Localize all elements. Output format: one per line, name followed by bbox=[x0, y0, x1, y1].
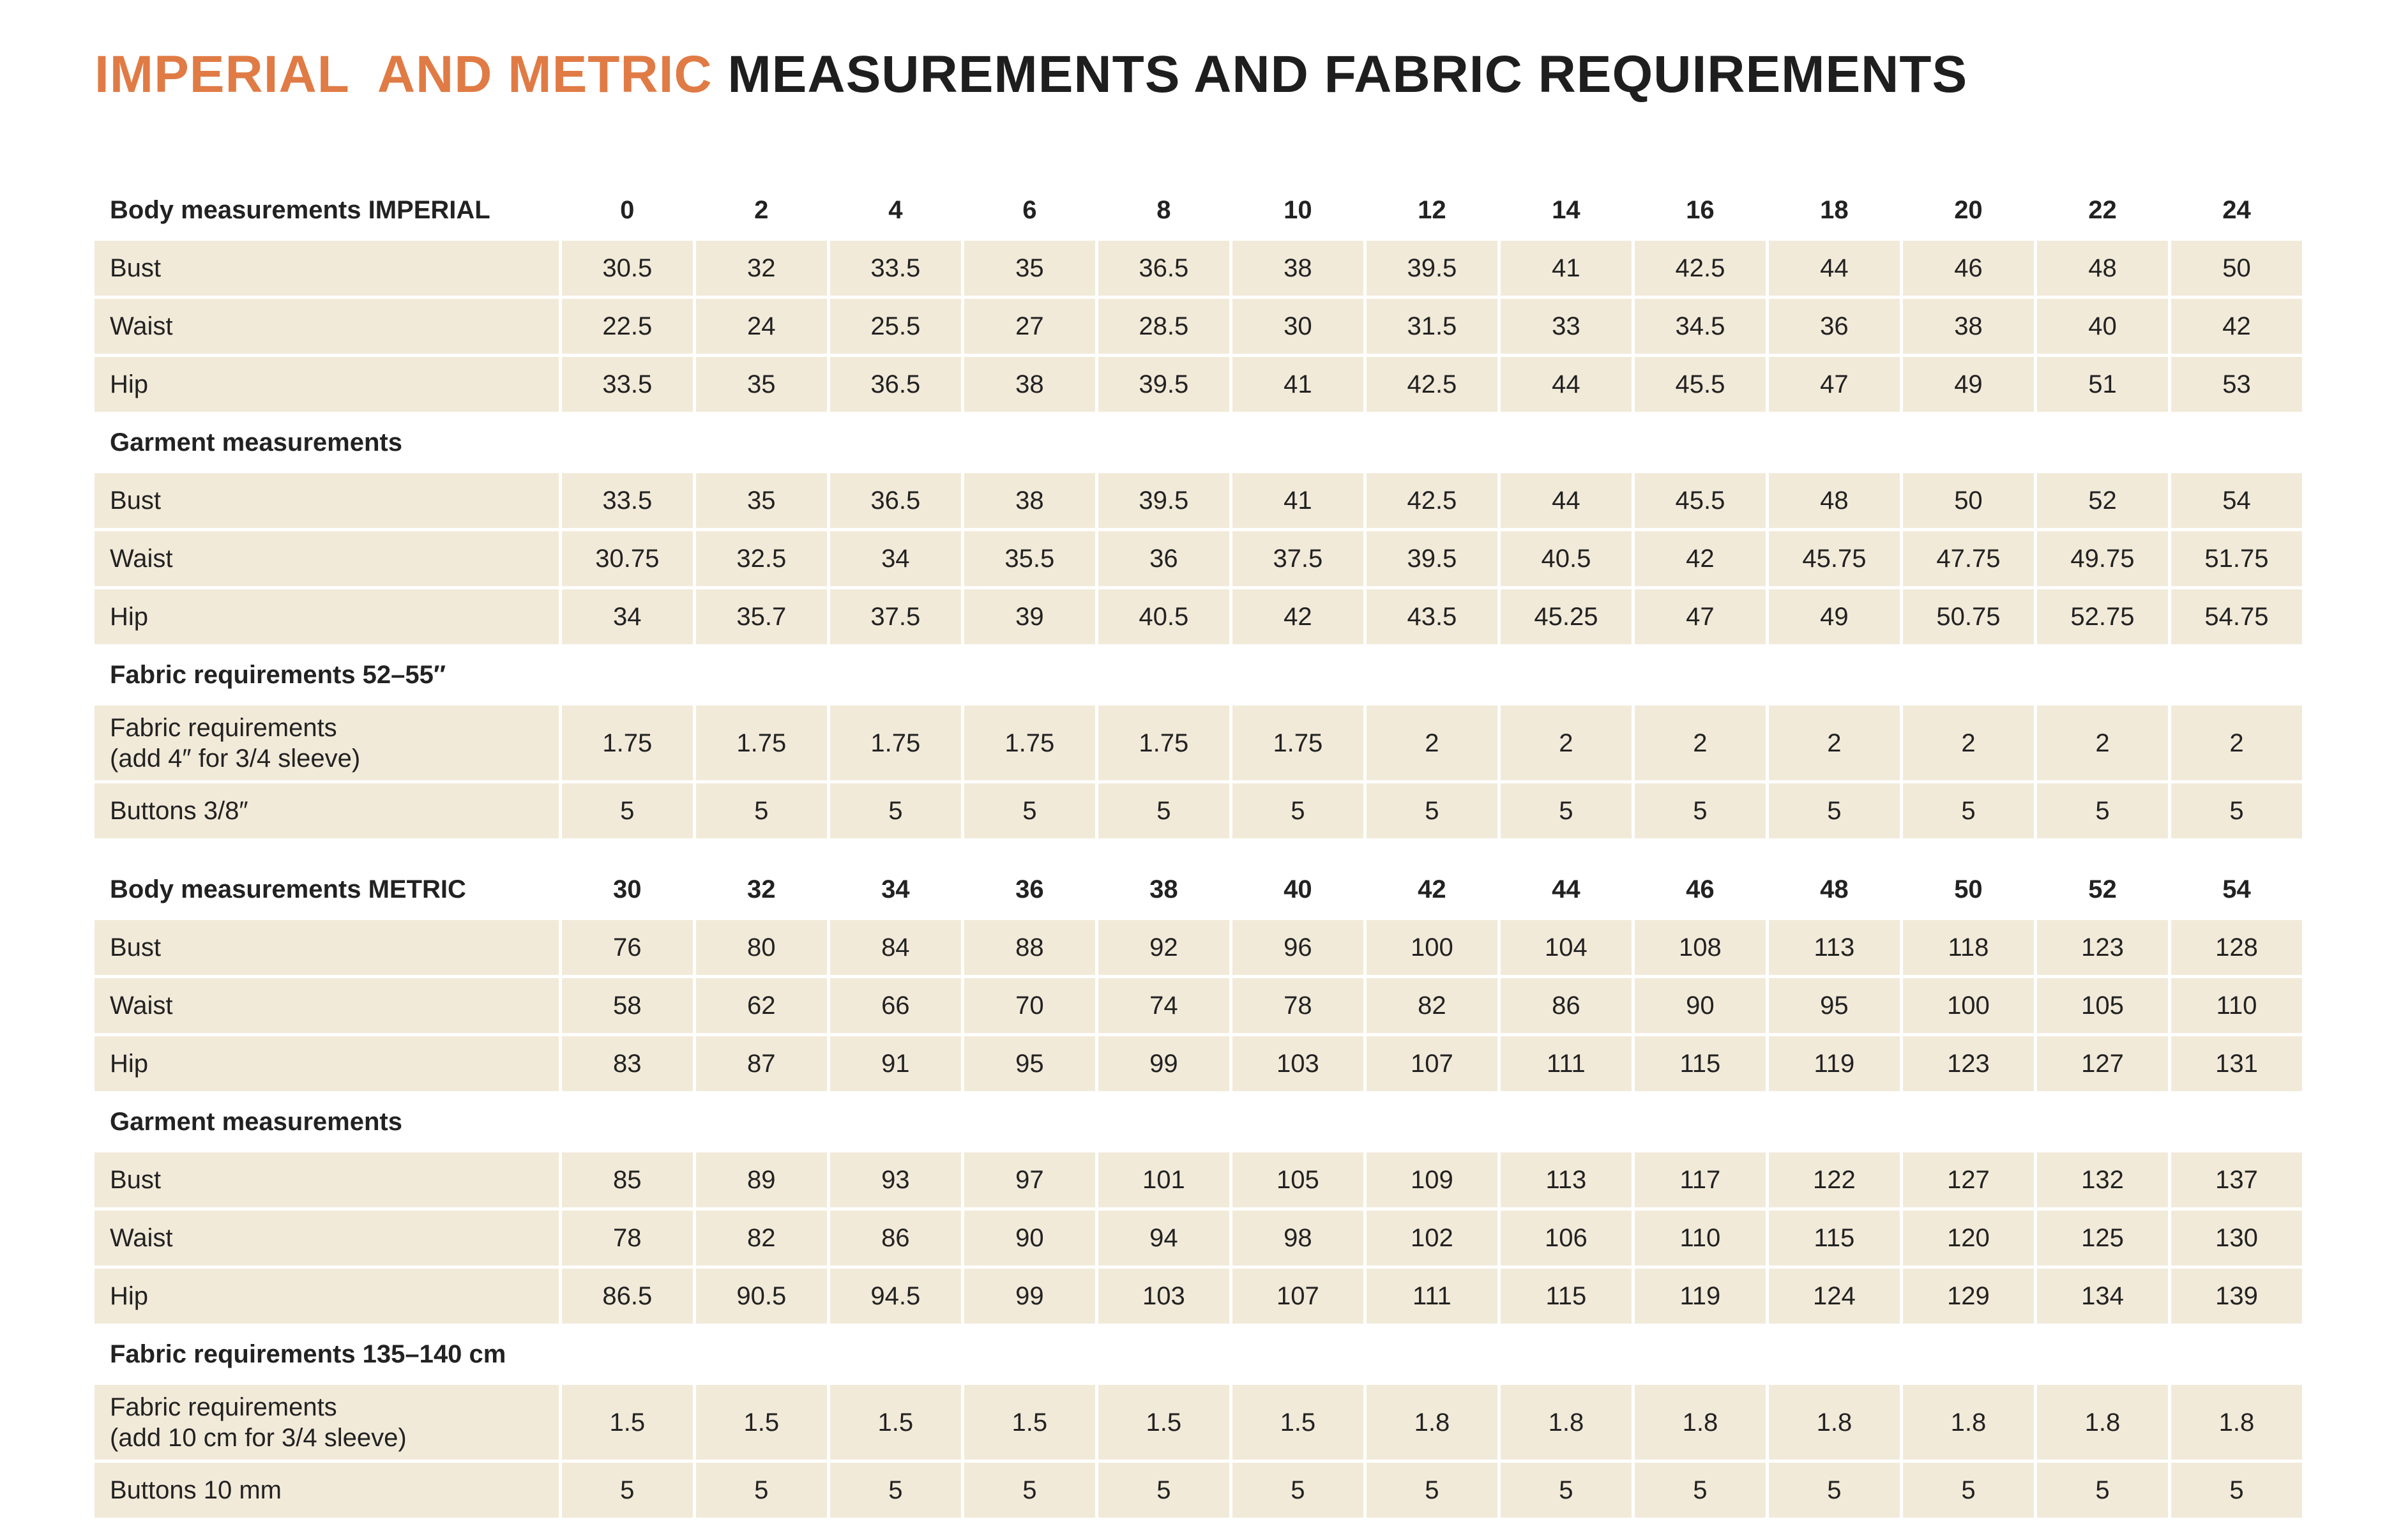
table-cell: 106 bbox=[1501, 1211, 1635, 1269]
table-cell: 76 bbox=[562, 920, 696, 978]
table-cell: 92 bbox=[1098, 920, 1232, 978]
row-label: Bust bbox=[95, 241, 562, 299]
table-cell: 5 bbox=[2171, 783, 2305, 842]
size-header: 36 bbox=[964, 861, 1098, 920]
table-cell: 103 bbox=[1232, 1036, 1367, 1094]
table-cell: 30.5 bbox=[562, 241, 696, 299]
table-cell: 108 bbox=[1635, 920, 1769, 978]
table-cell: 82 bbox=[696, 1211, 830, 1269]
table-cell: 34 bbox=[830, 531, 964, 589]
table-cell: 5 bbox=[830, 1463, 964, 1521]
table-cell: 5 bbox=[2171, 1463, 2305, 1521]
table-cell: 36.5 bbox=[1098, 241, 1232, 299]
table-cell: 99 bbox=[1098, 1036, 1232, 1094]
table-cell: 137 bbox=[2171, 1152, 2305, 1211]
table-cell: 115 bbox=[1769, 1211, 1903, 1269]
row-label: Buttons 10 mm bbox=[95, 1463, 562, 1521]
table-cell: 22.5 bbox=[562, 299, 696, 357]
size-header: 14 bbox=[1501, 182, 1635, 241]
table-cell: 45.5 bbox=[1635, 473, 1769, 531]
table-cell: 123 bbox=[1903, 1036, 2037, 1094]
table-cell: 113 bbox=[1501, 1152, 1635, 1211]
table-cell: 1.5 bbox=[1232, 1385, 1367, 1463]
row-label: Waist bbox=[95, 1211, 562, 1269]
table-cell: 98 bbox=[1232, 1211, 1367, 1269]
row-label: Waist bbox=[95, 978, 562, 1036]
table-cell: 45.5 bbox=[1635, 357, 1769, 415]
table-row bbox=[95, 978, 2305, 1036]
table-cell: 5 bbox=[2037, 783, 2171, 842]
table-row bbox=[95, 706, 2305, 783]
table-cell: 86 bbox=[830, 1211, 964, 1269]
table-cell: 130 bbox=[2171, 1211, 2305, 1269]
size-header: 24 bbox=[2171, 182, 2305, 241]
table-cell: 52.75 bbox=[2037, 589, 2171, 647]
table-cell: 1.5 bbox=[696, 1385, 830, 1463]
table-cell: 36.5 bbox=[830, 357, 964, 415]
table-cell: 132 bbox=[2037, 1152, 2171, 1211]
table-row bbox=[95, 1463, 2305, 1521]
table-cell: 2 bbox=[2171, 706, 2305, 783]
table-cell: 1.5 bbox=[830, 1385, 964, 1463]
table-cell: 37.5 bbox=[830, 589, 964, 647]
table-cell: 87 bbox=[696, 1036, 830, 1094]
table-cell: 42 bbox=[2171, 299, 2305, 357]
section-heading: Garment measurements bbox=[95, 415, 2305, 473]
table-cell: 30 bbox=[1232, 299, 1367, 357]
table-cell: 5 bbox=[1232, 1463, 1367, 1521]
size-header: 6 bbox=[964, 182, 1098, 241]
table-cell: 89 bbox=[696, 1152, 830, 1211]
table-cell: 119 bbox=[1635, 1269, 1769, 1327]
row-label-line: Fabric requirements bbox=[110, 1393, 337, 1421]
row-label-note: (add 10 cm for 3/4 sleeve) bbox=[110, 1423, 407, 1452]
table-row bbox=[95, 1269, 2305, 1327]
table-cell: 105 bbox=[2037, 978, 2171, 1036]
table-cell: 5 bbox=[1098, 783, 1232, 842]
table-cell: 78 bbox=[562, 1211, 696, 1269]
table-cell: 52 bbox=[2037, 473, 2171, 531]
table-cell: 38 bbox=[1232, 241, 1367, 299]
table-cell: 107 bbox=[1232, 1269, 1367, 1327]
table-cell: 111 bbox=[1501, 1036, 1635, 1094]
table-cell: 5 bbox=[1098, 1463, 1232, 1521]
table-row bbox=[95, 473, 2305, 531]
row-label-note: (add 4″ for 3/4 sleeve) bbox=[110, 744, 361, 773]
size-header: 2 bbox=[696, 182, 830, 241]
table-cell: 5 bbox=[1501, 783, 1635, 842]
table-cell: 90.5 bbox=[696, 1269, 830, 1327]
table-row bbox=[95, 299, 2305, 357]
size-header: 32 bbox=[696, 861, 830, 920]
table-cell: 109 bbox=[1367, 1152, 1501, 1211]
table-cell: 35.7 bbox=[696, 589, 830, 647]
table-row bbox=[95, 241, 2305, 299]
table-cell: 44 bbox=[1501, 473, 1635, 531]
table-cell: 51.75 bbox=[2171, 531, 2305, 589]
table-cell: 36.5 bbox=[830, 473, 964, 531]
table-cell: 38 bbox=[964, 357, 1098, 415]
table-cell: 90 bbox=[1635, 978, 1769, 1036]
table-cell: 1.5 bbox=[964, 1385, 1098, 1463]
size-header: 50 bbox=[1903, 861, 2037, 920]
row-label bbox=[95, 1385, 562, 1463]
row-label: Waist bbox=[95, 531, 562, 589]
title-accent: IMPERIAL AND METRIC bbox=[95, 45, 713, 103]
table-cell: 42.5 bbox=[1635, 241, 1769, 299]
table-cell: 96 bbox=[1232, 920, 1367, 978]
table-cell: 34 bbox=[562, 589, 696, 647]
table-cell: 5 bbox=[562, 1463, 696, 1521]
table-cell: 1.75 bbox=[696, 706, 830, 783]
size-header: 18 bbox=[1769, 182, 1903, 241]
size-header: 0 bbox=[562, 182, 696, 241]
table-cell: 62 bbox=[696, 978, 830, 1036]
table-cell: 118 bbox=[1903, 920, 2037, 978]
table-cell: 105 bbox=[1232, 1152, 1367, 1211]
table-cell: 48 bbox=[2037, 241, 2171, 299]
table-cell: 95 bbox=[964, 1036, 1098, 1094]
table-cell: 39.5 bbox=[1098, 357, 1232, 415]
table-cell: 122 bbox=[1769, 1152, 1903, 1211]
table-cell: 53 bbox=[2171, 357, 2305, 415]
table-cell: 46 bbox=[1903, 241, 2037, 299]
table-cell: 36 bbox=[1098, 531, 1232, 589]
table-cell: 110 bbox=[1635, 1211, 1769, 1269]
table-cell: 33.5 bbox=[830, 241, 964, 299]
size-header: 20 bbox=[1903, 182, 2037, 241]
table-cell: 49 bbox=[1903, 357, 2037, 415]
table-cell: 94 bbox=[1098, 1211, 1232, 1269]
table-cell: 1.75 bbox=[964, 706, 1098, 783]
table-cell: 35.5 bbox=[964, 531, 1098, 589]
table-cell: 5 bbox=[964, 783, 1098, 842]
table-cell: 1.5 bbox=[562, 1385, 696, 1463]
table-cell: 1.8 bbox=[1635, 1385, 1769, 1463]
table-cell: 134 bbox=[2037, 1269, 2171, 1327]
table-cell: 24 bbox=[696, 299, 830, 357]
size-header: 34 bbox=[830, 861, 964, 920]
table-row bbox=[95, 357, 2305, 415]
table-row bbox=[95, 531, 2305, 589]
table-cell: 50.75 bbox=[1903, 589, 2037, 647]
table-cell: 2 bbox=[2037, 706, 2171, 783]
size-header: 10 bbox=[1232, 182, 1367, 241]
table-cell: 110 bbox=[2171, 978, 2305, 1036]
table-cell: 38 bbox=[964, 473, 1098, 531]
table-cell: 120 bbox=[1903, 1211, 2037, 1269]
table-cell: 47 bbox=[1769, 357, 1903, 415]
table-cell: 35 bbox=[964, 241, 1098, 299]
section-heading-row bbox=[95, 1094, 2305, 1152]
table-cell: 97 bbox=[964, 1152, 1098, 1211]
table-cell: 54 bbox=[2171, 473, 2305, 531]
table-cell: 5 bbox=[1635, 1463, 1769, 1521]
table-cell: 5 bbox=[1501, 1463, 1635, 1521]
table-cell: 48 bbox=[1769, 473, 1903, 531]
table-cell: 88 bbox=[964, 920, 1098, 978]
table-cell: 39 bbox=[964, 589, 1098, 647]
table-cell: 100 bbox=[1367, 920, 1501, 978]
size-header: 4 bbox=[830, 182, 964, 241]
table-cell: 31.5 bbox=[1367, 299, 1501, 357]
table-cell: 70 bbox=[964, 978, 1098, 1036]
table-cell: 34.5 bbox=[1635, 299, 1769, 357]
table-cell: 113 bbox=[1769, 920, 1903, 978]
table-cell: 32 bbox=[696, 241, 830, 299]
table-cell: 47.75 bbox=[1903, 531, 2037, 589]
header-row bbox=[95, 182, 2305, 241]
table-cell: 102 bbox=[1367, 1211, 1501, 1269]
table-cell: 93 bbox=[830, 1152, 964, 1211]
table-cell: 1.75 bbox=[830, 706, 964, 783]
table-row bbox=[95, 783, 2305, 842]
table-cell: 38 bbox=[1903, 299, 2037, 357]
table-cell: 5 bbox=[562, 783, 696, 842]
table-cell: 85 bbox=[562, 1152, 696, 1211]
table-cell: 111 bbox=[1367, 1269, 1501, 1327]
table-cell: 2 bbox=[1769, 706, 1903, 783]
size-header: 16 bbox=[1635, 182, 1769, 241]
size-header: 46 bbox=[1635, 861, 1769, 920]
table-cell: 27 bbox=[964, 299, 1098, 357]
table-cell: 1.8 bbox=[1903, 1385, 2037, 1463]
row-label: Hip bbox=[95, 1036, 562, 1094]
table-cell: 1.75 bbox=[562, 706, 696, 783]
table-cell: 129 bbox=[1903, 1269, 2037, 1327]
title-main: MEASUREMENTS AND FABRIC REQUIREMENTS bbox=[712, 45, 1968, 103]
table-cell: 107 bbox=[1367, 1036, 1501, 1094]
table-cell: 42 bbox=[1232, 589, 1367, 647]
size-header: 8 bbox=[1098, 182, 1232, 241]
table-cell: 5 bbox=[1769, 783, 1903, 842]
table-cell: 44 bbox=[1501, 357, 1635, 415]
table-cell: 100 bbox=[1903, 978, 2037, 1036]
table-cell: 125 bbox=[2037, 1211, 2171, 1269]
table-cell: 104 bbox=[1501, 920, 1635, 978]
table-cell: 51 bbox=[2037, 357, 2171, 415]
section-heading-row bbox=[95, 647, 2305, 706]
table-cell: 32.5 bbox=[696, 531, 830, 589]
row-label: Hip bbox=[95, 357, 562, 415]
table-cell: 54.75 bbox=[2171, 589, 2305, 647]
table-cell: 123 bbox=[2037, 920, 2171, 978]
size-header: 54 bbox=[2171, 861, 2305, 920]
table-row bbox=[95, 589, 2305, 647]
table-cell: 45.75 bbox=[1769, 531, 1903, 589]
section-heading-row bbox=[95, 415, 2305, 473]
table-cell: 42.5 bbox=[1367, 357, 1501, 415]
table-cell: 39.5 bbox=[1367, 241, 1501, 299]
table-cell: 5 bbox=[696, 1463, 830, 1521]
section-heading-row bbox=[95, 1327, 2305, 1385]
table-cell: 66 bbox=[830, 978, 964, 1036]
table-cell: 124 bbox=[1769, 1269, 1903, 1327]
table-cell: 1.75 bbox=[1232, 706, 1367, 783]
table-cell: 91 bbox=[830, 1036, 964, 1094]
row-label: Bust bbox=[95, 920, 562, 978]
size-header: 52 bbox=[2037, 861, 2171, 920]
table-cell: 40.5 bbox=[1098, 589, 1232, 647]
table-cell: 44 bbox=[1769, 241, 1903, 299]
table-cell: 127 bbox=[1903, 1152, 2037, 1211]
table-cell: 50 bbox=[1903, 473, 2037, 531]
table-cell: 86.5 bbox=[562, 1269, 696, 1327]
table-cell: 42 bbox=[1635, 531, 1769, 589]
table-row bbox=[95, 1152, 2305, 1211]
size-header: 12 bbox=[1367, 182, 1501, 241]
table-cell: 33.5 bbox=[562, 473, 696, 531]
section-heading: Fabric requirements 52–55″ bbox=[95, 647, 2305, 706]
table-cell: 83 bbox=[562, 1036, 696, 1094]
table-cell: 119 bbox=[1769, 1036, 1903, 1094]
table-cell: 37.5 bbox=[1232, 531, 1367, 589]
row-label-line: Fabric requirements bbox=[110, 713, 337, 742]
table-cell: 28.5 bbox=[1098, 299, 1232, 357]
table-cell: 33 bbox=[1501, 299, 1635, 357]
table-cell: 5 bbox=[830, 783, 964, 842]
row-label: Waist bbox=[95, 299, 562, 357]
row-label: Hip bbox=[95, 1269, 562, 1327]
size-header: 30 bbox=[562, 861, 696, 920]
imperial-table bbox=[95, 182, 2305, 842]
table-cell: 2 bbox=[1635, 706, 1769, 783]
table-cell: 82 bbox=[1367, 978, 1501, 1036]
table-row bbox=[95, 1036, 2305, 1094]
table-cell: 1.8 bbox=[2171, 1385, 2305, 1463]
size-header: 44 bbox=[1501, 861, 1635, 920]
table-cell: 127 bbox=[2037, 1036, 2171, 1094]
table-cell: 33.5 bbox=[562, 357, 696, 415]
metric-table bbox=[95, 861, 2305, 1521]
table-cell: 41 bbox=[1232, 473, 1367, 531]
table-cell: 47 bbox=[1635, 589, 1769, 647]
table-row bbox=[95, 1211, 2305, 1269]
table-cell: 5 bbox=[2037, 1463, 2171, 1521]
table-cell: 45.25 bbox=[1501, 589, 1635, 647]
table-cell: 1.8 bbox=[1769, 1385, 1903, 1463]
table-cell: 41 bbox=[1232, 357, 1367, 415]
row-label bbox=[95, 706, 562, 783]
table-row bbox=[95, 1385, 2305, 1463]
table-cell: 40.5 bbox=[1501, 531, 1635, 589]
table-cell: 94.5 bbox=[830, 1269, 964, 1327]
table-cell: 40 bbox=[2037, 299, 2171, 357]
table-cell: 58 bbox=[562, 978, 696, 1036]
row-label: Buttons 3/8″ bbox=[95, 783, 562, 842]
table-cell: 49.75 bbox=[2037, 531, 2171, 589]
table-cell: 80 bbox=[696, 920, 830, 978]
table-cell: 117 bbox=[1635, 1152, 1769, 1211]
table-cell: 99 bbox=[964, 1269, 1098, 1327]
table-cell: 50 bbox=[2171, 241, 2305, 299]
table-cell: 74 bbox=[1098, 978, 1232, 1036]
table-cell: 90 bbox=[964, 1211, 1098, 1269]
table-cell: 95 bbox=[1769, 978, 1903, 1036]
table-cell: 25.5 bbox=[830, 299, 964, 357]
row-label: Hip bbox=[95, 589, 562, 647]
table-cell: 35 bbox=[696, 473, 830, 531]
section-heading: Fabric requirements 135–140 cm bbox=[95, 1327, 2305, 1385]
table-cell: 39.5 bbox=[1367, 531, 1501, 589]
table-cell: 2 bbox=[1903, 706, 2037, 783]
table-header-label: Body measurements METRIC bbox=[95, 861, 562, 920]
table-cell: 5 bbox=[1903, 783, 2037, 842]
table-cell: 115 bbox=[1501, 1269, 1635, 1327]
table-cell: 43.5 bbox=[1367, 589, 1501, 647]
table-cell: 101 bbox=[1098, 1152, 1232, 1211]
table-cell: 39.5 bbox=[1098, 473, 1232, 531]
table-cell: 30.75 bbox=[562, 531, 696, 589]
table-cell: 1.8 bbox=[2037, 1385, 2171, 1463]
size-header: 38 bbox=[1098, 861, 1232, 920]
row-label: Bust bbox=[95, 473, 562, 531]
table-cell: 1.8 bbox=[1367, 1385, 1501, 1463]
row-label: Bust bbox=[95, 1152, 562, 1211]
header-row bbox=[95, 861, 2305, 920]
table-cell: 2 bbox=[1501, 706, 1635, 783]
table-cell: 42.5 bbox=[1367, 473, 1501, 531]
table-cell: 36 bbox=[1769, 299, 1903, 357]
table-cell: 139 bbox=[2171, 1269, 2305, 1327]
table-cell: 5 bbox=[1903, 1463, 2037, 1521]
size-header: 42 bbox=[1367, 861, 1501, 920]
table-cell: 5 bbox=[696, 783, 830, 842]
table-cell: 5 bbox=[1635, 783, 1769, 842]
table-cell: 103 bbox=[1098, 1269, 1232, 1327]
table-row bbox=[95, 920, 2305, 978]
table-cell: 131 bbox=[2171, 1036, 2305, 1094]
table-cell: 78 bbox=[1232, 978, 1367, 1036]
table-cell: 41 bbox=[1501, 241, 1635, 299]
table-cell: 115 bbox=[1635, 1036, 1769, 1094]
table-cell: 84 bbox=[830, 920, 964, 978]
table-cell: 128 bbox=[2171, 920, 2305, 978]
table-cell: 5 bbox=[1232, 783, 1367, 842]
table-cell: 5 bbox=[964, 1463, 1098, 1521]
size-header: 40 bbox=[1232, 861, 1367, 920]
table-header-label: Body measurements IMPERIAL bbox=[95, 182, 562, 241]
size-header: 22 bbox=[2037, 182, 2171, 241]
table-cell: 5 bbox=[1367, 1463, 1501, 1521]
table-cell: 1.8 bbox=[1501, 1385, 1635, 1463]
page-title bbox=[95, 40, 1967, 110]
section-heading: Garment measurements bbox=[95, 1094, 2305, 1152]
size-header: 48 bbox=[1769, 861, 1903, 920]
table-cell: 5 bbox=[1769, 1463, 1903, 1521]
table-cell: 2 bbox=[1367, 706, 1501, 783]
table-cell: 35 bbox=[696, 357, 830, 415]
table-cell: 86 bbox=[1501, 978, 1635, 1036]
table-cell: 49 bbox=[1769, 589, 1903, 647]
table-cell: 1.75 bbox=[1098, 706, 1232, 783]
table-cell: 1.5 bbox=[1098, 1385, 1232, 1463]
table-cell: 5 bbox=[1367, 783, 1501, 842]
